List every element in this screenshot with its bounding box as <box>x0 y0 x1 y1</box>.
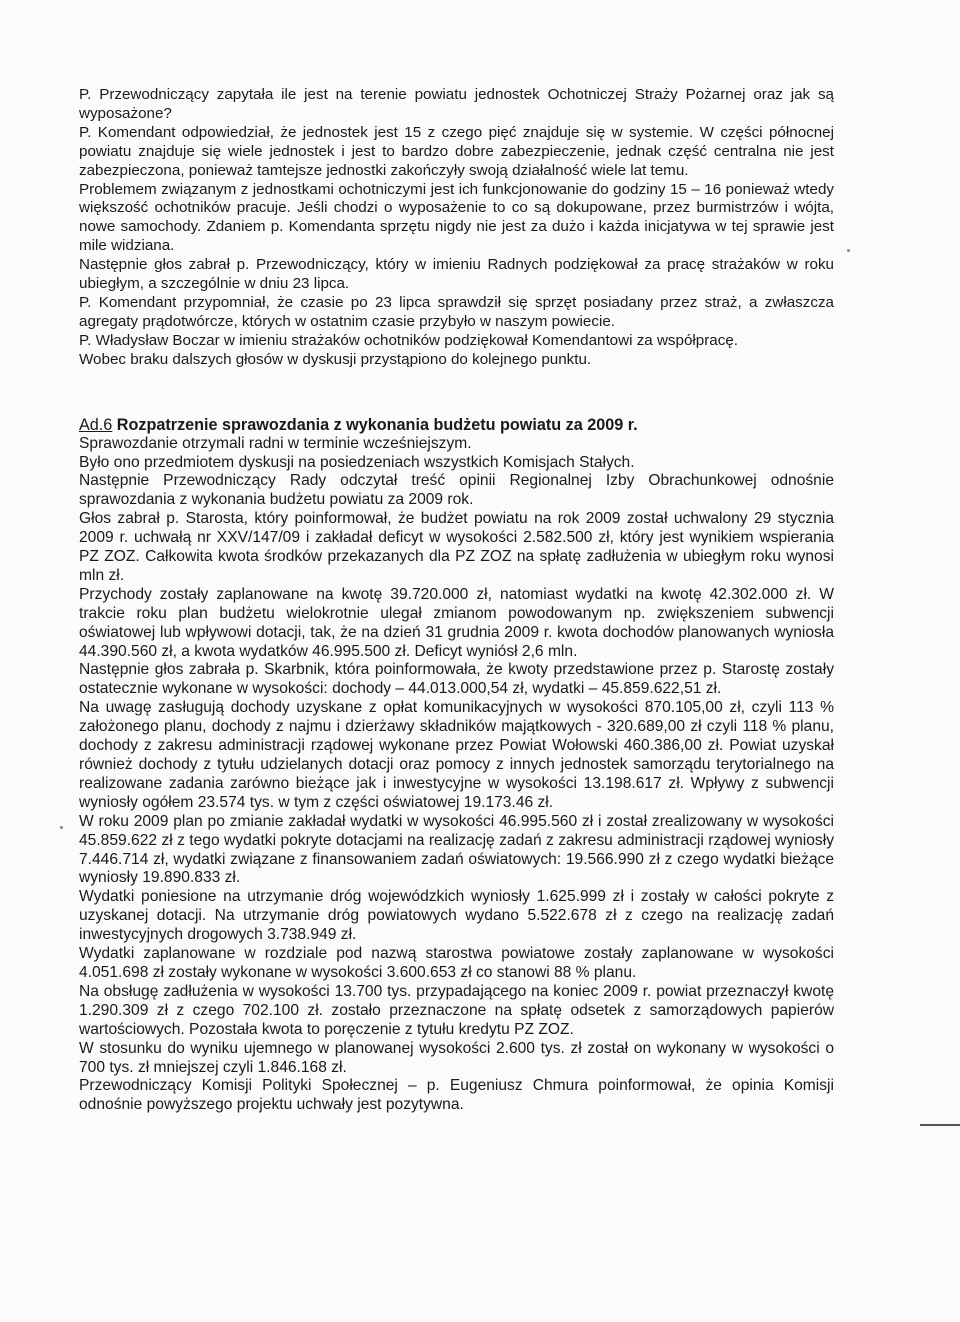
paragraph-revenue-plan: Przychody zostały zaplanowane na kwotę 39.720.000 zł, natomiast wydatki na kwotę 42.302.000 zł. W trakcie roku plan budżetu wielokrotnie ulegał zmianom powodowanym np. zwiększeniem subwencji oświatowej lub wpływowi dotacji, tak, że na dzień 31 grudnia 2009 r. kwota dochodów planowanych wyniosła 44.390.560 zł, a kwota wydatków 46.995.500 zł. Deficyt wyniósł 2,6 mln. <box>79 585 834 660</box>
paragraph-starostwo-expenses: Wydatki zaplanowane w rozdziale pod nazwą starostwa powiatowe zostały zaplanowane w wysokości 4.051.698 zł zostały wykonane w wysokości 3.600.653 zł co stanowi 88 % planu. <box>79 945 834 981</box>
scan-speck <box>847 249 850 252</box>
paragraph-chairman-thanks: Następnie głos zabrał p. Przewodniczący, który w imieniu Radnych podziękował za pracę strażaków w roku ubiegłym, a szczególnie w dniu 23 lipca. <box>79 256 834 293</box>
paragraph-rio-opinion: Następnie Przewodniczący Rady odczytał treść opinii Regionalnej Izby Obrachunkowej odnośnie sprawozdania z wykonania budżetu powiatu za 2009 rok. <box>79 472 834 509</box>
section-title: Rozpatrzenie sprawozdania z wykonania budżetu powiatu za 2009 r. <box>112 415 638 434</box>
paragraph-road-expenses: Wydatki poniesione na utrzymanie dróg wojewódzkich wyniosły 1.625.999 zł i zostały w całości pokryte z uzyskanej dotacji. Na utrzymanie dróg powiatowych wydano 5.522.678 zł z czego na realizację zadań inwestycyjnych drogowych 3.738.949 zł. <box>79 888 834 944</box>
paragraph-expenditure-plan: W roku 2009 plan po zmianie zakładał wydatki w wysokości 46.995.560 zł i został zrealizowany w wysokości 45.859.622 zł z tego wydatki pokryte dotacjami na realizację zadań z zakresu administracji rządowej wyniosły 7.446.714 zł, wydatki związane z finansowaniem zadań oświatowych: 19.566.990 zł z czego wydatki bieżące wyniosły 19.890.833 zł. <box>79 812 834 887</box>
paragraph-income-details: Na uwagę zasługują dochody uzyskane z opłat komunikacyjnych w wysokości 870.105,00 zł, czyli 113 % założonego planu, dochody z najmu i dzierżawy składników majątkowych - 320.689,00 zł czyli 118 % planu, dochody z zakresu administracji rządowej wykonane przez Powiat Wołowski 460.386,00 zł. Powiat uzyskał również dochody z tytułu udzielanych dotacji oraz pomocy z innych jednostek samorządu terytorialnego na realizowane zadania zarówno bieżące jak i inwestycyjne w wysokości 13.198.617 zł. Wpływy z subwencji wyniosły ogółem 23.574 tys. w tym z części oświatowej 19.173.46 zł. <box>79 699 834 811</box>
paragraph-negative-result: W stosunku do wyniku ujemnego w planowanej wysokości 2.600 tys. zł został on wykonany w wysokości o 700 tys. zł mniejszej czyli 1.846.168 zł. <box>79 1039 834 1076</box>
document-body <box>79 86 834 1115</box>
paragraph-boczar-thanks: P. Władysław Boczar w imieniu strażaków ochotników podziękował Komendantowi za współpracę. <box>79 331 738 349</box>
paragraph-commander-reminder: P. Komendant przypomniał, że czasie po 23 lipca sprawdził się sprzęt posiadany przez straż, a zwłaszcza agregaty prądotwórcze, których w ostatnim czasie przybyło w naszym powiecie. <box>79 293 834 330</box>
section-number: Ad.6 <box>79 415 113 434</box>
paragraph-volunteer-problems: Problemem związanym z jednostkami ochotniczymi jest ich funkcjonowanie do godziny 15 – 16 ponieważ wtedy większość ochotników pracuje. Jeśli chodzi o wyposażenie to co są dokupowane, przez burmistrzów i wójta, nowe samochody. Zdaniem p. Komendanta sprzętu nigdy nie jest za dużo i każda inicjatywa w tej sprawie jest mile widziana. <box>79 180 834 255</box>
paragraph-fire-units-question: P. Przewodnicząсy zapytała ile jest na terenie powiatu jednostek Ochotniczej Straży Pożarnej oraz jak są wyposażone? <box>79 86 834 122</box>
section-spacer <box>79 370 834 416</box>
paragraph-commander-answer: P. Komendant odpowiedział, że jednostek jest 15 z czego pięć znajduje się w systemie. W części północnej powiatu znajduje się wiele jednostek i jest to bardzo dobre zabezpieczenie, jednak część centralna nie jest zabezpieczona, ponieważ tamtejsze jednostki zakończyły swoją działalność wiele lat temu. <box>79 123 834 179</box>
paragraph-starosta-budget: Głos zabrał p. Starosta, który poinformował, że budżet powiatu na rok 2009 został uchwalony 29 stycznia 2009 r. uchwałą nr XXV/147/09 i zakładał deficyt w wysokości 2.582.500 zł, który jest wynikiem wspierania PZ ZOZ. Całkowita kwota środków przekazanych dla PZ ZOZ na spłatę zadłużenia w ubiegłym roku wynosi mln zł. <box>79 510 834 584</box>
paragraph-report-received: Sprawozdanie otrzymali radni w terminie wcześniejszym. <box>79 434 472 452</box>
scan-speck <box>60 826 63 829</box>
paragraph-committee-discussion: Było ono przedmiotem dyskusji na posiedzeniach wszystkich Komisjach Stałych. <box>79 453 635 471</box>
scan-edge-mark <box>920 1124 960 1126</box>
paragraph-debt-service: Na obsługę zadłużenia w wysokości 13.700 tys. przypadającego na koniec 2009 r. powiat przeznaczył kwotę 1.290.309 zł z czego 702.100 zł. zostało przeznaczone na spłatę odsetek z samorządowych papierów wartościowych. Pozostała kwota to poręczenie z tytułu kredytu PZ ZOZ. <box>79 982 834 1038</box>
paragraph-next-point: Wobec braku dalszych głosów w dyskusji przystąpiono do kolejnego punktu. <box>79 350 592 368</box>
paragraph-committee-opinion: Przewodniczący Komisji Polityki Społecznej – p. Eugeniusz Chmura poinformował, że opinia Komisji odnośnie powyższego projektu uchwały jest pozytywna. <box>79 1077 834 1114</box>
paragraph-treasurer-execution: Następnie głos zabrała p. Skarbnik, która poinformowała, że kwoty przedstawione przez p. Starostę zostały ostatecznie wykonane w wysokości: dochody – 44.013.000,54 zł, wydatki – 45.859.622,51 zł. <box>79 661 834 698</box>
section-heading <box>79 416 834 435</box>
